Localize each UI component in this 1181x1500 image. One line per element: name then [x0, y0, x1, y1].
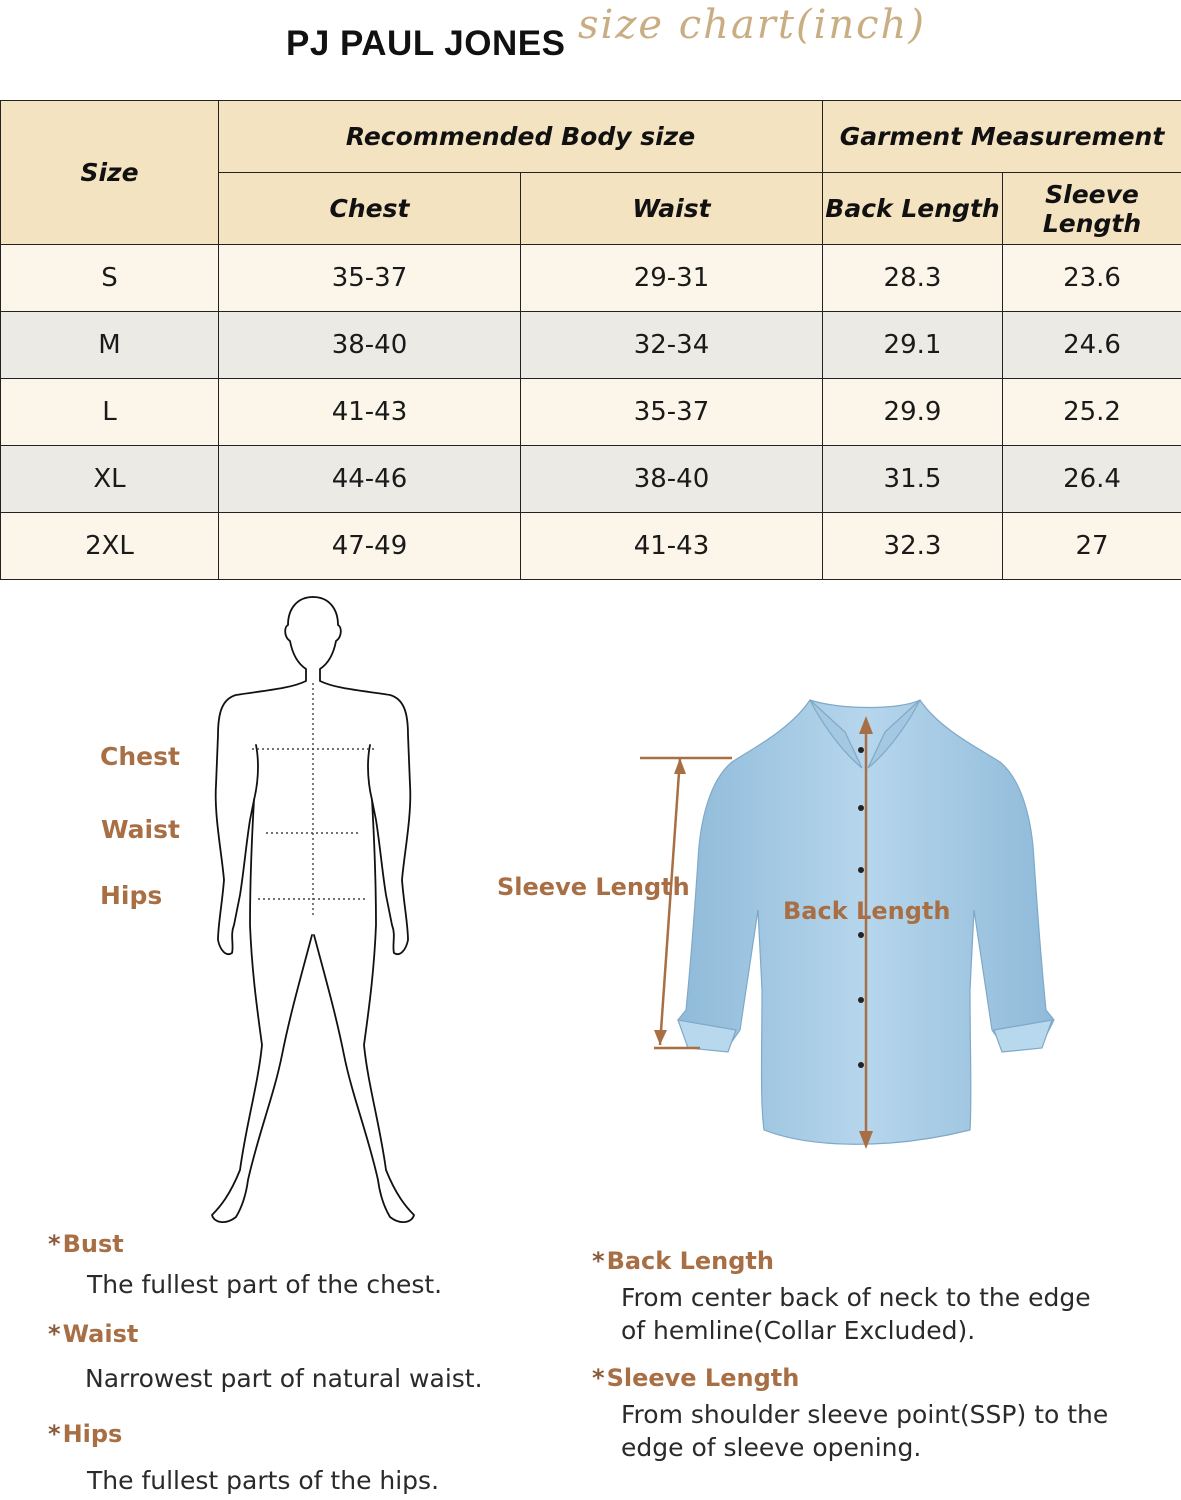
table-row: [1, 379, 1181, 446]
chest-cell: 38-40: [219, 312, 521, 379]
table-header-row: [1, 101, 1181, 173]
hips-note-text: The fullest parts of the hips.: [87, 1466, 440, 1495]
back-length-cell: 31.5: [823, 446, 1003, 513]
hips-note-title: [48, 1420, 122, 1448]
chest-cell: 35-37: [219, 245, 521, 312]
back-length-column-header: Back Length: [823, 173, 1003, 245]
sleeve-length-note-title: [592, 1364, 799, 1392]
back-length-cell: 29.1: [823, 312, 1003, 379]
brand-name: PJ PAUL JONES: [286, 24, 566, 63]
size-cell: S: [1, 245, 219, 312]
back-length-note-text: [621, 1281, 1091, 1347]
waist-label: Waist: [101, 815, 180, 844]
asterisk-icon: *: [592, 1364, 605, 1392]
chart-title: [0, 0, 1181, 96]
back-length-cell: 28.3: [823, 245, 1003, 312]
chest-cell: 47-49: [219, 513, 521, 580]
sleeve-length-note-line: edge of sleeve opening.: [621, 1433, 922, 1462]
table-row: [1, 446, 1181, 513]
sleeve-length-cell: 27: [1003, 513, 1181, 580]
sleeve-length-title-text: Sleeve Length: [606, 1364, 800, 1392]
sleeve-length-cell: 26.4: [1003, 446, 1181, 513]
back-length-note-line: From center back of neck to the edge: [621, 1283, 1091, 1312]
size-table: [0, 100, 1181, 580]
waist-cell: 41-43: [521, 513, 823, 580]
asterisk-icon: *: [592, 1247, 605, 1275]
waist-cell: 32-34: [521, 312, 823, 379]
recommended-body-size-header: Recommended Body size: [219, 101, 823, 173]
chest-cell: 44-46: [219, 446, 521, 513]
chest-cell: 41-43: [219, 379, 521, 446]
waist-note-text: Narrowest part of natural waist.: [85, 1364, 483, 1393]
back-length-label: Back Length: [783, 897, 951, 925]
sleeve-length-column-header: Sleeve Length: [1003, 173, 1181, 245]
back-length-note-line: of hemline(Collar Excluded).: [621, 1316, 976, 1345]
waist-cell: 35-37: [521, 379, 823, 446]
asterisk-icon: *: [48, 1230, 61, 1258]
size-chart-subtitle: size chart(inch): [578, 2, 926, 48]
table-row: [1, 312, 1181, 379]
back-length-title-text: Back Length: [606, 1247, 774, 1275]
size-cell: XL: [1, 446, 219, 513]
size-cell: M: [1, 312, 219, 379]
table-row: [1, 245, 1181, 312]
sleeve-length-note-line: From shoulder sleeve point(SSP) to the: [621, 1400, 1109, 1429]
back-length-note-title: [592, 1247, 774, 1275]
sleeve-length-cell: 23.6: [1003, 245, 1181, 312]
sleeve-length-cell: 25.2: [1003, 379, 1181, 446]
table-row: [1, 513, 1181, 580]
waist-cell: 38-40: [521, 446, 823, 513]
size-column-header: Size: [1, 101, 219, 245]
body-outline-figure: [200, 595, 440, 1230]
hips-label: Hips: [100, 881, 163, 910]
chest-label: Chest: [100, 742, 180, 771]
sleeve-length-note-text: [621, 1398, 1108, 1464]
sleeve-length-label: Sleeve Length: [497, 873, 690, 901]
bust-note-text: The fullest part of the chest.: [87, 1270, 443, 1299]
back-length-cell: 29.9: [823, 379, 1003, 446]
shirt-illustration: [640, 690, 1070, 1160]
hips-title-text: Hips: [62, 1420, 123, 1448]
bust-title-text: Bust: [62, 1230, 124, 1258]
size-cell: 2XL: [1, 513, 219, 580]
size-cell: L: [1, 379, 219, 446]
garment-measurement-header: Garment Measurement: [823, 101, 1181, 173]
waist-cell: 29-31: [521, 245, 823, 312]
chest-column-header: Chest: [219, 173, 521, 245]
asterisk-icon: *: [48, 1420, 61, 1448]
bust-note-title: [48, 1230, 124, 1258]
waist-column-header: Waist: [521, 173, 823, 245]
sleeve-length-cell: 24.6: [1003, 312, 1181, 379]
back-length-cell: 32.3: [823, 513, 1003, 580]
waist-title-text: Waist: [62, 1320, 139, 1348]
waist-note-title: [48, 1320, 138, 1348]
asterisk-icon: *: [48, 1320, 61, 1348]
